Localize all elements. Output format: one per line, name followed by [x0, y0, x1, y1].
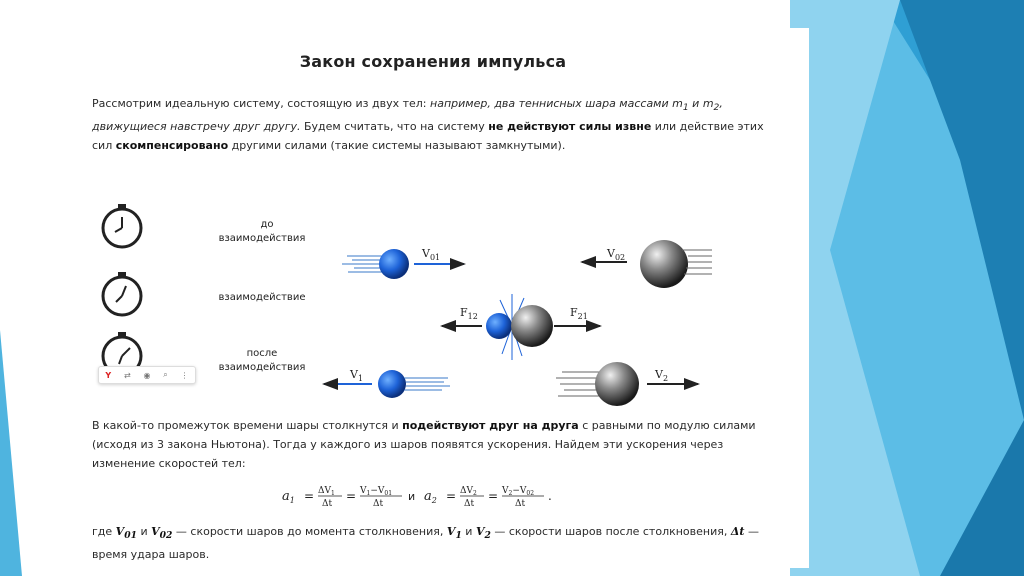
- image-toolbar-badge[interactable]: [98, 366, 196, 384]
- formula-dt: Δt: [373, 499, 384, 509]
- more-icon[interactable]: ⋮: [180, 370, 189, 380]
- intro-paragraph: Рассмотрим идеальную систему, состоящую из двух тел: например, два теннисных шара массами $m_1$ и $m_2$, движущиеся навстречу друг другу. Будем считать, что на систему не действуют силы извне или действие этих сил скомпенсировано другими силами (такие системы называют замкнутыми).: [92, 97, 764, 153]
- formula-and: и: [408, 490, 416, 503]
- eye-icon[interactable]: ◉: [143, 370, 151, 380]
- blue-ball: [486, 313, 512, 339]
- label-interaction: взаимодействие: [218, 292, 306, 303]
- stopwatch-icon: [103, 204, 141, 247]
- formula-dt: Δt: [322, 499, 333, 509]
- formula-a1: $a_1$: [282, 489, 295, 505]
- label-after-2: взаимодействия: [218, 362, 306, 373]
- motion-lines-blue-ball: [404, 378, 450, 390]
- grey-ball: [640, 240, 688, 288]
- label-v1: $V_1$: [350, 368, 364, 383]
- label-v02: $V_{02}$: [607, 247, 626, 262]
- formula-v1-minus-v01: $V_1-V_{01}$: [360, 486, 393, 497]
- acceleration-formula: [278, 482, 598, 510]
- translate-icon[interactable]: ⇄: [123, 370, 131, 380]
- formula-dv2: $\Delta V_2$: [460, 486, 477, 497]
- search-icon[interactable]: ⌕: [163, 370, 168, 379]
- formula-v2-minus-v02: $V_2-V_{02}$: [502, 486, 535, 497]
- label-before-2: взаимодействия: [218, 233, 306, 244]
- label-before-1: до: [260, 219, 274, 230]
- blue-ball: [378, 370, 406, 398]
- formula-eq: =: [304, 489, 315, 503]
- definitions-paragraph: где $V_{01}$ и $V_{02}$ — скорости шаров до момента столкновения, $V_1$ и $V_2$ — скорости шаров после столкновения, Δt — время удара шаров.: [92, 525, 759, 562]
- page-title: Закон сохранения импульса: [299, 52, 567, 71]
- grey-ball: [511, 305, 553, 347]
- formula-dt: Δt: [515, 499, 526, 509]
- formula-dv1: $\Delta V_1$: [318, 486, 335, 497]
- collision-paragraph: В какой-то промежуток времени шары столкнутся и подействуют друг на друга с равными по модулю силами (исходя из 3 закона Ньютона). Тогда у каждого из шаров появятся ускорения. Найдем эти ускорения через изменение скоростей тел:: [92, 419, 756, 470]
- document-image: [57, 28, 809, 568]
- formula-a2: $a_2$: [424, 489, 437, 505]
- label-f12: $F_{12}$: [460, 306, 478, 321]
- formula-eq: =: [488, 489, 499, 503]
- formula-eq: =: [446, 489, 457, 503]
- italic-example: например, два теннисных шара массами $m_1$ и $m_2$, движущиеся навстречу друг другу.: [92, 97, 723, 134]
- label-after-1: после: [246, 348, 278, 359]
- grey-ball: [595, 362, 639, 406]
- formula-eq: =: [346, 489, 357, 503]
- label-v01: $V_{01}$: [422, 247, 441, 262]
- label-f21: $F_{21}$: [570, 306, 588, 321]
- yandex-icon[interactable]: Y: [105, 370, 112, 380]
- label-v2: $V_2$: [655, 368, 669, 383]
- blue-ball: [379, 249, 409, 279]
- formula-dot: .: [548, 489, 552, 503]
- stopwatch-icon: [103, 272, 141, 315]
- formula-dt: Δt: [464, 499, 475, 509]
